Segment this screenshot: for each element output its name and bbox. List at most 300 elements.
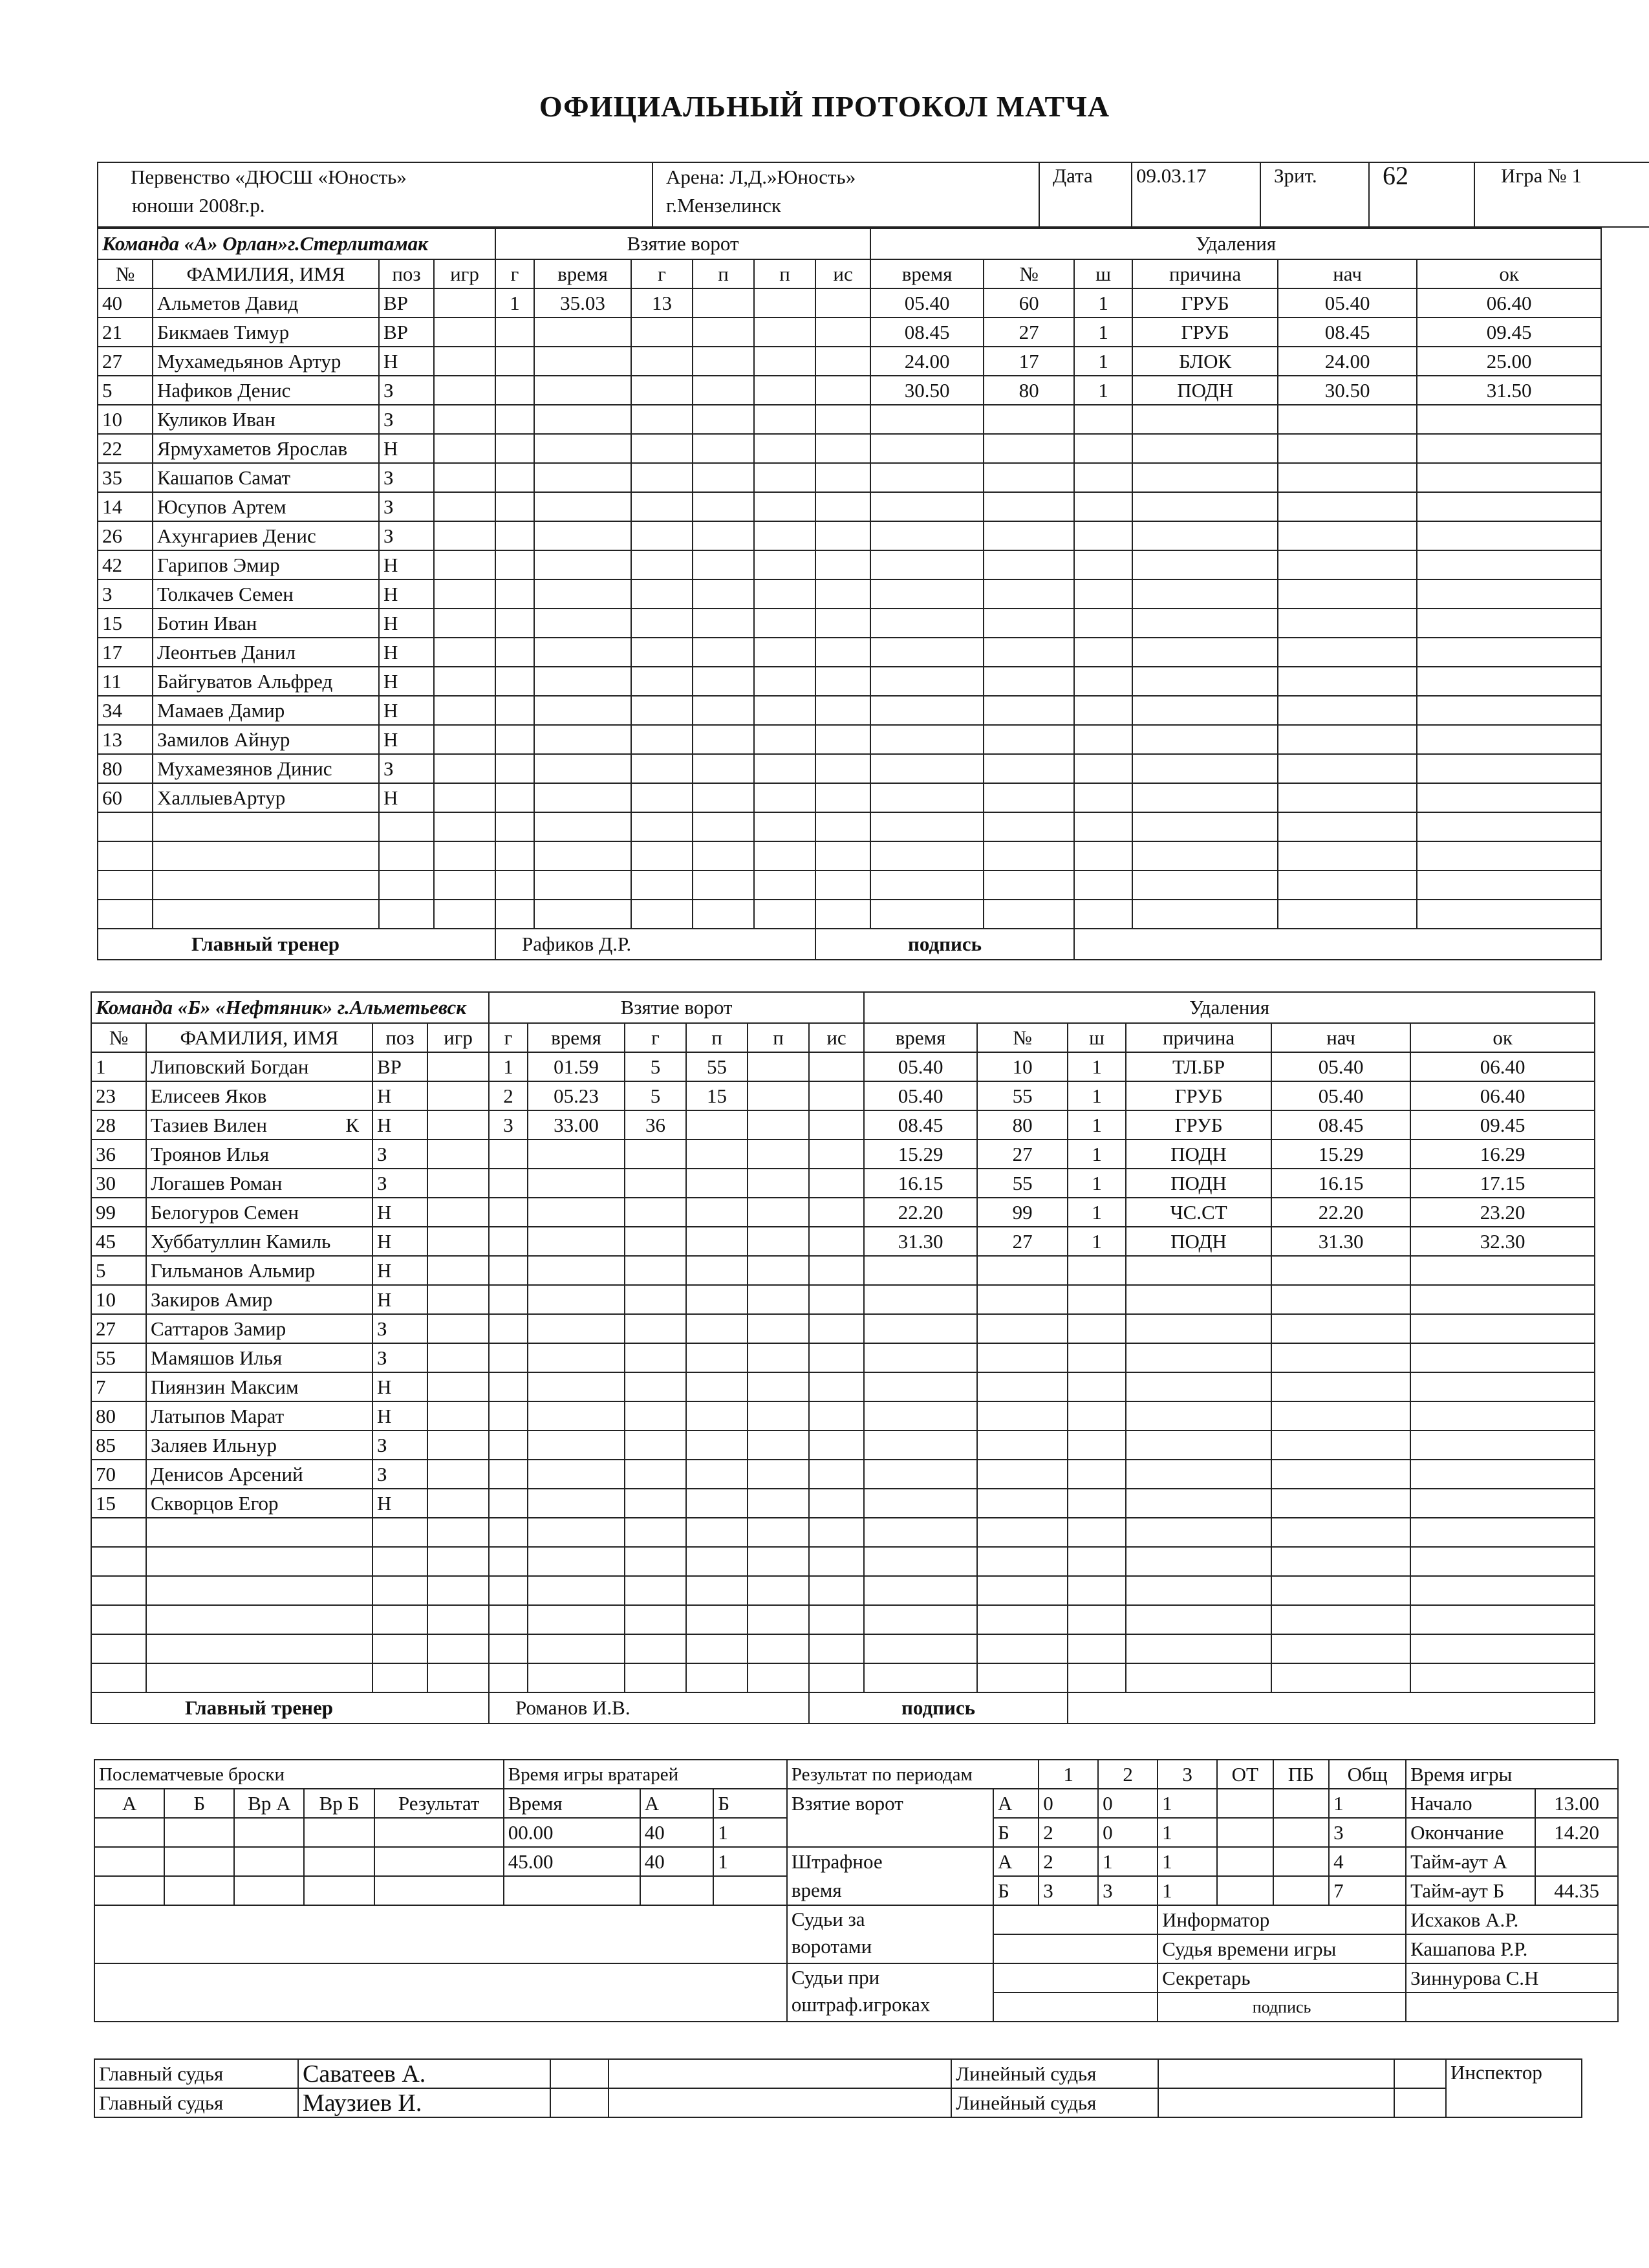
player-name-text: Толкачев Семен: [157, 582, 294, 605]
player-name: [153, 492, 379, 521]
goal-assist-2: [748, 1401, 809, 1431]
penalty-time: [870, 725, 984, 754]
player-games: [434, 463, 495, 492]
goal-number: [495, 609, 534, 638]
goal-scorer: [631, 434, 693, 463]
goal-scorer: [631, 638, 693, 667]
spectators-label: Зрит.: [1260, 162, 1369, 227]
goal-time: [534, 841, 631, 870]
goal-is: [809, 1372, 864, 1401]
penalty-time-row-label: [787, 1847, 993, 1905]
goal-number: [495, 405, 534, 434]
penalty-reason: ПОДН: [1126, 1139, 1271, 1169]
goal-time: [534, 492, 631, 521]
player-name-text: Куликов Иван: [157, 407, 275, 431]
player-games: [427, 1256, 489, 1285]
penalty-minutes: 1: [1068, 1081, 1126, 1110]
team-b-title: Команда «Б» «Нефтяник» г.Альметьевск: [91, 992, 489, 1023]
penalty-end: [1417, 492, 1601, 521]
goals-a-ot: [1217, 1789, 1273, 1818]
summary-signature-label: подпись: [1158, 1993, 1406, 2022]
goal-scorer: [625, 1314, 686, 1343]
player-row: [91, 1052, 1595, 1081]
goal-is: [815, 725, 870, 754]
player-name: [153, 754, 379, 783]
goal-assist-2: [748, 1081, 809, 1110]
col-is: ис: [809, 1023, 864, 1052]
penalty-start: [1278, 463, 1417, 492]
penalty-start: [1278, 812, 1417, 841]
goal-time: [528, 1489, 625, 1518]
penalty-start: 05.40: [1278, 288, 1417, 318]
goals-b-ot: [1217, 1818, 1273, 1847]
goal-assist-2: [754, 696, 815, 725]
player-position: З: [372, 1169, 427, 1198]
penalty-minutes: [1068, 1401, 1126, 1431]
team-b-penalties-header: Удаления: [864, 992, 1595, 1023]
goal-assist-2: [748, 1052, 809, 1081]
goal-assist-2: [748, 1343, 809, 1372]
penalty-end: [1410, 1547, 1595, 1576]
penalty-time: [870, 579, 984, 609]
penalty-start: [1271, 1605, 1410, 1634]
player-name: [146, 1139, 372, 1169]
penalty-player: 60: [984, 288, 1074, 318]
goal-scorer: [631, 841, 693, 870]
player-name-text: Замилов Айнур: [157, 728, 290, 751]
goal-time: [528, 1314, 625, 1343]
goal-time: [534, 550, 631, 579]
goals-label: Взятие ворот: [791, 1792, 903, 1815]
penalty-time: 24.00: [870, 347, 984, 376]
player-name: [146, 1634, 372, 1663]
penalty-end: 09.45: [1410, 1110, 1595, 1139]
goals-b-total: 3: [1329, 1818, 1406, 1847]
goal-scorer: [625, 1634, 686, 1663]
penalty-minutes: [1074, 609, 1132, 638]
player-name-text: Бикмаев Тимур: [157, 320, 290, 343]
team-b-signature-label: подпись: [809, 1692, 1068, 1723]
penalty-time: [870, 812, 984, 841]
penalty-minutes: [1068, 1256, 1126, 1285]
goal-time: [534, 725, 631, 754]
penalty-start: [1278, 667, 1417, 696]
penalty-end: 25.00: [1417, 347, 1601, 376]
penalty-player: [977, 1372, 1068, 1401]
penalty-judges-row-label: [787, 1963, 993, 2022]
penalty-time: [864, 1372, 977, 1401]
penalty-time: [870, 841, 984, 870]
player-row: [91, 1518, 1595, 1547]
goal-number: [489, 1576, 528, 1605]
penalty-minutes: 1: [1068, 1227, 1126, 1256]
player-row: [98, 579, 1601, 609]
goal-number: 1: [489, 1052, 528, 1081]
goals-a-total: 1: [1329, 1789, 1406, 1818]
penalty-reason: ПОДН: [1126, 1169, 1271, 1198]
penalty-minutes: 1: [1068, 1052, 1126, 1081]
player-games: [434, 405, 495, 434]
penalty-start: [1278, 638, 1417, 667]
penalty-minutes: [1074, 783, 1132, 812]
penalty-minutes: [1074, 812, 1132, 841]
goal-is: [809, 1663, 864, 1692]
start-label: Начало: [1406, 1789, 1535, 1818]
player-position: Н: [372, 1081, 427, 1110]
goal-assist-2: [754, 783, 815, 812]
goal-number: [495, 725, 534, 754]
penalty-reason: ГРУБ: [1126, 1081, 1271, 1110]
penalty-player: 80: [984, 376, 1074, 405]
player-name: [146, 1547, 372, 1576]
penalty-end: [1417, 870, 1601, 900]
goal-assist-2: [754, 288, 815, 318]
informer-label: Информатор: [1158, 1905, 1406, 1934]
player-position: З: [372, 1343, 427, 1372]
penalty-minutes: [1074, 638, 1132, 667]
player-row: [98, 405, 1601, 434]
player-number: 80: [98, 754, 153, 783]
goal-assist-2: [748, 1547, 809, 1576]
player-games: [427, 1547, 489, 1576]
pen-b-p1: 3: [1039, 1876, 1098, 1905]
penalty-minutes: [1074, 405, 1132, 434]
player-position: З: [379, 463, 434, 492]
goal-number: [495, 463, 534, 492]
pen-b-pb: [1273, 1876, 1330, 1905]
player-number: 60: [98, 783, 153, 812]
goal-assist-1: [686, 1139, 748, 1169]
penalty-end: [1417, 900, 1601, 929]
penalty-reason: [1132, 812, 1278, 841]
player-number: 27: [91, 1314, 146, 1343]
penalty-start: [1271, 1343, 1410, 1372]
goals-b-p1: 2: [1039, 1818, 1098, 1847]
goal-number: [495, 550, 534, 579]
player-number: 45: [91, 1227, 146, 1256]
penalty-start: 15.29: [1271, 1139, 1410, 1169]
shootout-col-gk-a: Вр А: [234, 1789, 304, 1818]
goal-number: [495, 783, 534, 812]
player-games: [427, 1081, 489, 1110]
pen-team-b-letter: Б: [993, 1876, 1039, 1905]
penalty-player: [984, 754, 1074, 783]
penalty-reason: [1126, 1285, 1271, 1314]
goal-number: [495, 638, 534, 667]
goal-scorer: [625, 1460, 686, 1489]
officials-table: [94, 2058, 1582, 2118]
goal-number: [489, 1285, 528, 1314]
gk-row-1-b: 1: [713, 1818, 787, 1847]
penalty-minutes: [1068, 1634, 1126, 1663]
player-row: [91, 1489, 1595, 1518]
player-number: 5: [91, 1256, 146, 1285]
player-name: [146, 1518, 372, 1547]
timeout-b: 44.35: [1535, 1876, 1618, 1905]
player-games: [434, 812, 495, 841]
penalty-end: [1417, 405, 1601, 434]
gk-row-1-a: 40: [640, 1818, 714, 1847]
player-number: 15: [91, 1489, 146, 1518]
team-b-goals-header: Взятие ворот: [489, 992, 864, 1023]
penalty-end: [1417, 667, 1601, 696]
player-name: [146, 1489, 372, 1518]
goal-assist-1: [693, 725, 754, 754]
penalty-time: [870, 900, 984, 929]
player-position: [379, 900, 434, 929]
penalty-end: 17.15: [1410, 1169, 1595, 1198]
goal-scorer: [631, 667, 693, 696]
goal-assist-1: [693, 463, 754, 492]
pen-team-a-letter: А: [993, 1847, 1039, 1876]
goal-is: [809, 1460, 864, 1489]
penalty-start: [1278, 754, 1417, 783]
player-row: [91, 1605, 1595, 1634]
championship: Первенство «ДЮСШ «Юность»: [131, 166, 407, 188]
player-games: [434, 579, 495, 609]
goal-is: [815, 434, 870, 463]
player-row: [91, 1139, 1595, 1169]
goals-a-p2: 0: [1098, 1789, 1158, 1818]
col-sh: ш: [1068, 1023, 1126, 1052]
goal-assist-2: [754, 318, 815, 347]
player-name-text: Мамяшов Илья: [151, 1346, 283, 1369]
player-row: [98, 667, 1601, 696]
penalty-minutes: [1074, 870, 1132, 900]
shootout-col-b: Б: [164, 1789, 234, 1818]
goal-assist-2: [754, 841, 815, 870]
player-row: [91, 1110, 1595, 1139]
goal-number: [495, 521, 534, 550]
player-number: [98, 900, 153, 929]
player-name-text: Ярмухаметов Ярослав: [157, 437, 348, 460]
goal-assist-2: [748, 1634, 809, 1663]
col-pen-time: время: [864, 1023, 977, 1052]
goal-scorer: [625, 1663, 686, 1692]
goal-time: [528, 1256, 625, 1285]
goal-assist-2: [748, 1227, 809, 1256]
penalty-player: [984, 638, 1074, 667]
player-number: 27: [98, 347, 153, 376]
penalty-player: [977, 1605, 1068, 1634]
goal-assist-1: [686, 1285, 748, 1314]
goal-number: [495, 347, 534, 376]
player-position: Н: [379, 609, 434, 638]
penalty-minutes: [1068, 1663, 1126, 1692]
player-position: ВР: [372, 1052, 427, 1081]
goal-scorer: [631, 783, 693, 812]
player-position: Н: [372, 1110, 427, 1139]
gk-col-time: Время: [504, 1789, 640, 1818]
player-name-text: Логашев Роман: [151, 1171, 283, 1194]
player-row: [91, 1431, 1595, 1460]
goal-scorer: 13: [631, 288, 693, 318]
player-games: [434, 288, 495, 318]
player-games: [434, 492, 495, 521]
pen-a-p3: 1: [1158, 1847, 1217, 1876]
penalty-end: [1410, 1343, 1595, 1372]
col-pos: поз: [372, 1023, 427, 1052]
player-position: З: [379, 754, 434, 783]
penalty-start: [1271, 1256, 1410, 1285]
player-row: [98, 376, 1601, 405]
goal-assist-1: [686, 1576, 748, 1605]
player-number: 34: [98, 696, 153, 725]
penalty-end: 31.50: [1417, 376, 1601, 405]
penalty-start: [1278, 696, 1417, 725]
goal-is: [809, 1401, 864, 1431]
goal-number: [489, 1489, 528, 1518]
player-position: З: [372, 1431, 427, 1460]
team-a-goals-header: Взятие ворот: [495, 228, 870, 259]
player-position: [372, 1663, 427, 1692]
penalty-end: [1417, 725, 1601, 754]
goal-time: [534, 434, 631, 463]
player-number: 23: [91, 1081, 146, 1110]
goals-team-a-letter: А: [993, 1789, 1039, 1818]
penalty-start: 24.00: [1278, 347, 1417, 376]
player-row: [91, 1401, 1595, 1431]
goal-scorer: [625, 1256, 686, 1285]
player-position: З: [372, 1314, 427, 1343]
col-pen-time: время: [870, 259, 984, 288]
penalty-reason: [1132, 696, 1278, 725]
player-number: 22: [98, 434, 153, 463]
goal-scorer: [625, 1169, 686, 1198]
player-number: 13: [98, 725, 153, 754]
goal-assist-2: [754, 550, 815, 579]
secretary-label: Секретарь: [1158, 1963, 1406, 1993]
penalty-time: [864, 1605, 977, 1634]
penalty-reason: [1132, 463, 1278, 492]
player-games: [427, 1139, 489, 1169]
player-name: [146, 1256, 372, 1285]
summary-blank: [94, 1905, 787, 1963]
goal-assist-2: [754, 812, 815, 841]
goal-assist-2: [754, 521, 815, 550]
penalty-player: 55: [977, 1081, 1068, 1110]
col-name: ФАМИЛИЯ, ИМЯ: [146, 1023, 372, 1052]
player-games: [434, 754, 495, 783]
goal-assist-1: [693, 376, 754, 405]
player-position: Н: [379, 667, 434, 696]
col-igr: игр: [434, 259, 495, 288]
goal-scorer: [625, 1227, 686, 1256]
goal-assist-1: [693, 609, 754, 638]
start-time: 13.00: [1535, 1789, 1618, 1818]
gk-row-2-b: 1: [713, 1847, 787, 1876]
player-number: 17: [98, 638, 153, 667]
player-games: [434, 376, 495, 405]
goal-is: [815, 841, 870, 870]
penalty-end: [1417, 550, 1601, 579]
end-label: Окончание: [1406, 1818, 1535, 1847]
goal-is: [815, 521, 870, 550]
penalty-minutes: [1068, 1576, 1126, 1605]
pen-a-total: 4: [1329, 1847, 1406, 1876]
player-name: [153, 696, 379, 725]
penalty-player: 27: [984, 318, 1074, 347]
goal-assist-2: [754, 492, 815, 521]
goal-time: [528, 1518, 625, 1547]
penalty-minutes: [1074, 841, 1132, 870]
goal-assist-1: [693, 434, 754, 463]
player-position: Н: [379, 550, 434, 579]
player-name-text: Мамаев Дамир: [157, 698, 285, 722]
penalty-time: [870, 521, 984, 550]
player-name-text: Заляев Ильнур: [151, 1433, 277, 1456]
player-number: [91, 1663, 146, 1692]
col-assist2: п: [754, 259, 815, 288]
player-position: З: [379, 521, 434, 550]
penalty-start: [1278, 521, 1417, 550]
goal-scorer: [631, 696, 693, 725]
period-col-pb: ПБ: [1273, 1760, 1330, 1789]
penalty-start: [1271, 1401, 1410, 1431]
penalty-player: [984, 783, 1074, 812]
goal-assist-1: [686, 1547, 748, 1576]
player-number: 15: [98, 609, 153, 638]
player-row: [91, 1256, 1595, 1285]
shootout-label: Послематчевые броски: [94, 1760, 504, 1789]
player-position: Н: [372, 1401, 427, 1431]
penalty-time: [864, 1285, 977, 1314]
goal-time: 33.00: [528, 1110, 625, 1139]
player-position: Н: [372, 1198, 427, 1227]
penalty-end: 09.45: [1417, 318, 1601, 347]
col-num: №: [98, 259, 153, 288]
goal-is: [815, 492, 870, 521]
player-number: [91, 1547, 146, 1576]
player-position: Н: [372, 1256, 427, 1285]
penalty-end: [1410, 1314, 1595, 1343]
player-name-text: Скворцов Егор: [151, 1491, 279, 1515]
game-time-label: Время игры: [1406, 1760, 1618, 1789]
player-name: [146, 1576, 372, 1605]
penalty-start: [1271, 1489, 1410, 1518]
goal-is: [809, 1576, 864, 1605]
penalty-reason: [1126, 1343, 1271, 1372]
period-col-total: Общ: [1329, 1760, 1406, 1789]
penalty-minutes: [1068, 1372, 1126, 1401]
penalty-end: [1410, 1518, 1595, 1547]
player-games: [434, 318, 495, 347]
player-games: [434, 725, 495, 754]
goal-number: [489, 1663, 528, 1692]
goal-scorer: [631, 376, 693, 405]
goal-is: [815, 288, 870, 318]
penalty-start: 05.40: [1271, 1081, 1410, 1110]
player-number: 80: [91, 1401, 146, 1431]
player-number: 55: [91, 1343, 146, 1372]
penalty-minutes: [1074, 492, 1132, 521]
goal-is: [815, 463, 870, 492]
penalty-player: [977, 1663, 1068, 1692]
penalty-reason: [1132, 900, 1278, 929]
goal-number: [495, 696, 534, 725]
penalty-start: [1271, 1460, 1410, 1489]
shootout-col-a: А: [94, 1789, 164, 1818]
goal-is: [815, 579, 870, 609]
player-row: [91, 1372, 1595, 1401]
col-reason: причина: [1132, 259, 1278, 288]
player-name: [146, 1431, 372, 1460]
player-name: [146, 1343, 372, 1372]
player-row: [98, 841, 1601, 870]
player-name: [153, 870, 379, 900]
penalty-player: [984, 463, 1074, 492]
goal-assist-1: [693, 638, 754, 667]
